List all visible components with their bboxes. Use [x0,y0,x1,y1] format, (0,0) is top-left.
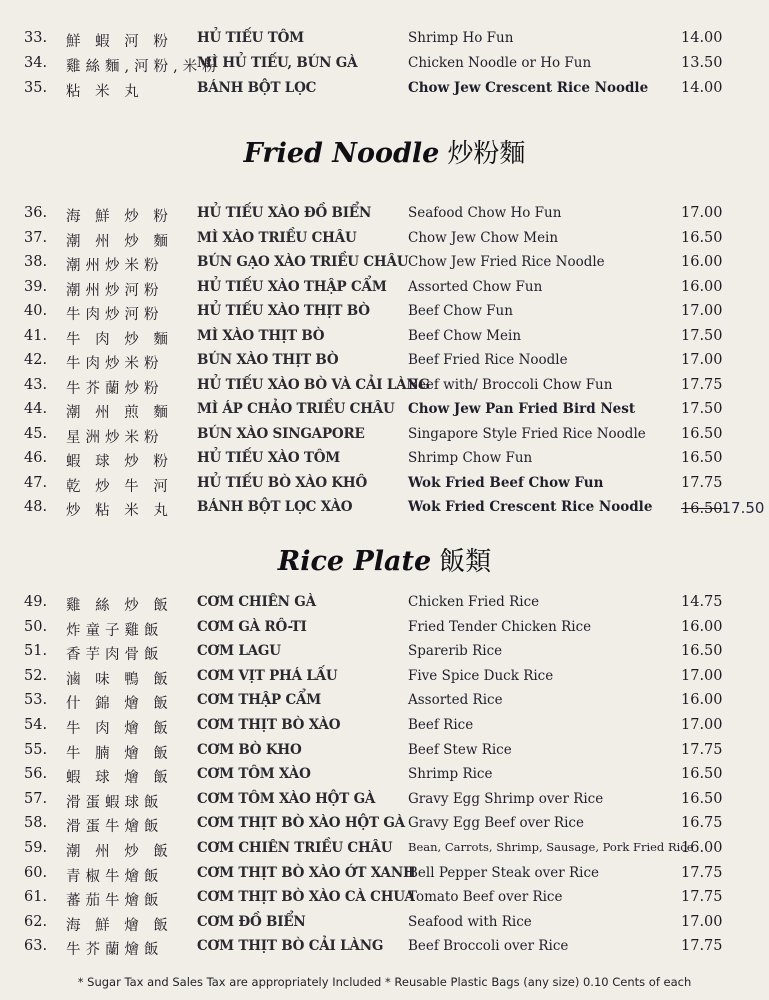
item-english-name: Beef Stew Rice [408,741,512,758]
item-price: 16.00 [681,618,723,635]
item-chinese-name: 潮 州 炒 麵 [66,233,173,250]
item-chinese-name: 滑蛋蝦球飯 [66,794,164,811]
item-number: 61. [24,889,48,906]
item-vietnamese-name: HỦ TIẾU XÀO BÒ VÀ CẢI LÀNG [197,376,430,393]
item-number: 45. [24,425,48,442]
item-price: 16.00 [681,278,723,295]
rice-plate-title-chinese: 飯類 [439,547,492,577]
item-english-name: Beef Chow Mein [408,327,522,344]
item-number: 57. [24,790,48,807]
old-price: 16.50 [681,501,723,517]
item-chinese-name: 牛芥蘭燴飯 [66,942,164,959]
item-chinese-name: 牛肉炒米粉 [66,356,164,372]
item-english-name: Singapore Style Fried Rice Noodle [408,425,646,442]
item-vietnamese-name: HỦ TIẾU TÔM [197,30,304,46]
item-chinese-name: 牛 肉 炒 麵 [66,331,173,348]
item-chinese-name: 牛 腩 燴 飯 [66,745,173,762]
item-chinese-name: 海 鮮 燴 飯 [66,917,173,934]
item-vietnamese-name: CƠM THỊT BÒ XÀO HỘT GÀ [197,815,405,832]
item-price: 17.75 [681,864,723,881]
item-number: 41. [24,327,48,344]
item-number: 59. [24,840,48,856]
item-english-name: Beef Fried Rice Noodle [408,352,568,368]
item-number: 47. [24,474,48,491]
item-english-name: Seafood with Rice [408,913,532,930]
item-price: 16.50 [681,229,723,246]
menu-item [0,401,769,423]
menu-item [0,475,769,497]
item-vietnamese-name: BÁNH BỘT LỌC XÀO [197,499,353,515]
item-chinese-name: 炒 粘 米 丸 [66,503,173,519]
item-english-name: Five Spice Duck Rice [408,667,554,684]
item-chinese-name: 乾 炒 牛 河 [66,478,173,495]
item-price: 17.00 [681,303,723,319]
footer-note: * Sugar Tax and Sales Tax are appropriately Included * Reusable Plastic Bags (any size) 0.10 Cents of each [77,975,692,989]
item-english-name: Sparerib Rice [408,643,503,660]
item-chinese-name: 什 錦 燴 飯 [66,696,173,713]
item-number: 54. [24,717,48,733]
item-chinese-name: 雞 絲 炒 飯 [66,598,173,614]
item-number: 51. [24,643,48,660]
menu-item [0,594,769,616]
item-chinese-name: 蝦 球 燴 飯 [66,770,173,787]
menu-item [0,279,769,301]
menu-item [0,938,769,960]
item-price: 16.50 [681,643,723,660]
item-price: 17.00 [681,352,723,368]
rice-plate-heading [0,541,769,578]
item-english-name: Beef Broccoli over Rice [408,938,569,955]
item-number: 36. [24,205,48,221]
item-chinese-name: 蕃茄牛燴飯 [66,893,164,910]
item-number: 43. [24,376,48,393]
rice-plate-title: Rice Plate [277,546,432,577]
menu-item [0,426,769,448]
menu-item [0,766,769,788]
item-vietnamese-name: BÚN XÀO THỊT BÒ [197,352,339,368]
item-number: 62. [24,913,48,930]
item-number: 44. [24,401,48,417]
item-price: 17.50 [681,327,723,344]
item-english-name: Beef Rice [408,717,474,733]
item-chinese-name: 星洲炒米粉 [66,429,164,446]
item-price: 17.50 [681,401,723,417]
item-chinese-name: 牛芥蘭炒粉 [66,380,164,397]
item-number: 39. [24,278,48,295]
item-price: 16.50 [681,425,723,442]
item-number: 42. [24,352,48,368]
menu-item [0,450,769,472]
menu-item [0,254,769,276]
item-english-name: Assorted Chow Fun [408,278,543,295]
item-vietnamese-name: CƠM LAGU [197,643,281,660]
item-english-name: Shrimp Chow Fun [408,450,533,466]
menu-item [0,889,769,911]
item-vietnamese-name: MÌ XÀO THỊT BÒ [197,327,325,344]
item-chinese-name: 鮮 蝦 河 粉 [66,34,173,50]
menu-item [0,865,769,887]
item-price: 14.75 [681,594,723,610]
menu-item-48 [0,499,769,521]
item-vietnamese-name: CƠM BÒ KHO [197,741,302,758]
menu-item [0,668,769,690]
fried-noodle-heading [0,133,769,170]
menu-item [0,815,769,837]
item-english-name: Beef Chow Fun [408,303,513,319]
item-english-name: Chow Jew Fried Rice Noodle [408,254,605,270]
item-number: 63. [24,938,48,955]
item-price: 14.00 [681,30,723,46]
item-number: 40. [24,303,48,319]
item-price: 17.75 [681,474,723,491]
item-english-name: Beef with/ Broccoli Chow Fun [408,376,613,393]
item-vietnamese-name: HỦ TIẾU XÀO THẬP CẨM [197,278,387,295]
item-vietnamese-name: HỦ TIẾU XÀO THỊT BÒ [197,303,370,319]
fried-noodle-title: Fried Noodle [243,138,440,169]
handwritten-new-price: 17.50 [721,499,765,517]
item-price: 16.00 [681,254,723,270]
item-vietnamese-name: CƠM CHIÊN GÀ [197,594,316,610]
menu-item [0,205,769,227]
item-price: 16.50 [681,450,723,466]
item-chinese-name: 牛 肉 燴 飯 [66,721,173,737]
item-english-name: Seafood Chow Ho Fun [408,205,562,221]
item-number: 48. [24,499,48,515]
item-number: 33. [24,30,48,46]
menu-item [0,55,769,77]
menu-item [0,840,769,862]
menu-item [0,377,769,399]
item-vietnamese-name: CƠM TÔM XÀO [197,766,311,783]
item-english-name: Bell Pepper Steak over Rice [408,864,600,881]
item-price: 16.50 [681,766,723,783]
item-number: 46. [24,450,48,466]
item-number: 60. [24,864,48,881]
item-english-name: Assorted Rice [408,692,503,709]
item-vietnamese-name: CƠM THỊT BÒ XÀO ỚT XANH [197,864,416,881]
item-price [681,499,764,517]
item-vietnamese-name: CƠM THỊT BÒ XÀO CÀ CHUA [197,889,415,906]
item-chinese-name: 潮 州 炒 飯 [66,844,173,860]
menu-item [0,914,769,936]
item-price: 17.00 [681,667,723,684]
item-chinese-name: 炸童子雞飯 [66,622,164,639]
item-vietnamese-name: CƠM THỊT BÒ CẢI LÀNG [197,938,384,955]
item-vietnamese-name: CƠM VỊT PHÁ LẤU [197,667,338,684]
item-vietnamese-name: CƠM THẬP CẨM [197,692,322,709]
item-chinese-name: 滷 味 鴨 飯 [66,671,173,688]
item-number: 53. [24,692,48,709]
item-number: 50. [24,618,48,635]
item-vietnamese-name: CƠM ĐỒ BIỂN [197,913,306,930]
item-english-name: Wok Fried Crescent Rice Noodle [408,499,653,515]
item-price: 16.00 [681,840,723,856]
item-chinese-name: 潮 州 煎 麵 [66,405,173,421]
fried-noodle-title-chinese: 炒粉麵 [447,139,526,169]
item-vietnamese-name: HỦ TIẾU XÀO ĐỒ BIỂN [197,205,372,221]
menu-item [0,230,769,252]
menu-item [0,619,769,641]
menu-item [0,303,769,325]
item-english-name: Wok Fried Beef Chow Fun [408,474,604,491]
item-chinese-name: 滑蛋牛燴飯 [66,819,164,836]
item-chinese-name: 海 鮮 炒 粉 [66,209,173,225]
item-price: 16.00 [681,692,723,709]
menu-item [0,717,769,739]
item-price: 17.00 [681,913,723,930]
menu-item [0,352,769,374]
item-vietnamese-name: CƠM CHIÊN TRIỀU CHÂU [197,840,393,856]
item-vietnamese-name: CƠM GÀ RÔ-TI [197,618,307,635]
item-vietnamese-name: BÁNH BỘT LỌC [197,80,317,96]
item-vietnamese-name: MÌ HỦ TIẾU, BÚN GÀ [197,55,358,71]
item-chinese-name: 潮州炒河粉 [66,282,164,299]
item-chinese-name: 青椒牛燴飯 [66,868,164,885]
item-english-name: Shrimp Rice [408,766,493,783]
item-price: 17.75 [681,938,723,955]
item-english-name: Bean, Carrots, Shrimp, Sausage, Pork Fried Rice [408,840,694,854]
item-number: 38. [24,254,48,270]
menu-item [0,80,769,102]
menu-item [0,328,769,350]
item-price: 16.50 [681,790,723,807]
item-english-name: Chow Jew Chow Mein [408,229,559,246]
item-vietnamese-name: BÚN GẠO XÀO TRIỀU CHÂU [197,254,409,270]
item-chinese-name: 潮州炒米粉 [66,258,164,274]
item-chinese-name: 蝦 球 炒 粉 [66,454,173,470]
item-price: 14.00 [681,80,723,96]
item-number: 55. [24,741,48,758]
menu-item [0,643,769,665]
item-price: 17.00 [681,717,723,733]
menu-item [0,30,769,52]
item-vietnamese-name: CƠM THỊT BÒ XÀO [197,717,341,733]
item-vietnamese-name: BÚN XÀO SINGAPORE [197,425,365,442]
item-english-name: Shrimp Ho Fun [408,30,514,46]
item-vietnamese-name: HỦ TIẾU XÀO TÔM [197,450,341,466]
item-chinese-name: 牛肉炒河粉 [66,307,164,323]
item-chinese-name: 雞絲麵,河粉,米粉 [66,59,222,75]
item-number: 49. [24,594,48,610]
item-vietnamese-name: CƠM TÔM XÀO HỘT GÀ [197,790,376,807]
item-number: 58. [24,815,48,832]
item-number: 34. [24,55,48,71]
item-english-name: Chow Jew Pan Fried Bird Nest [408,401,636,417]
item-chinese-name: 粘 米 丸 [66,84,144,100]
item-price: 17.75 [681,741,723,758]
item-price: 17.00 [681,205,723,221]
item-price: 13.50 [681,55,723,71]
item-price: 17.75 [681,889,723,906]
item-english-name: Fried Tender Chicken Rice [408,618,592,635]
menu-item [0,742,769,764]
item-vietnamese-name: MÌ ÁP CHẢO TRIỀU CHÂU [197,401,395,417]
item-english-name: Chicken Noodle or Ho Fun [408,55,592,71]
item-vietnamese-name: HỦ TIẾU BÒ XÀO KHÔ [197,474,368,491]
menu-item [0,791,769,813]
item-english-name: Chow Jew Crescent Rice Noodle [408,80,649,96]
menu-item [0,692,769,714]
item-english-name: Gravy Egg Shrimp over Rice [408,790,604,807]
item-english-name: Gravy Egg Beef over Rice [408,815,584,832]
item-number: 56. [24,766,48,783]
item-vietnamese-name: MÌ XÀO TRIỀU CHÂU [197,229,357,246]
item-number: 35. [24,80,48,96]
item-price: 16.75 [681,815,723,832]
item-number: 52. [24,667,48,684]
item-english-name: Tomato Beef over Rice [408,889,563,906]
item-chinese-name: 香芋肉骨飯 [66,647,164,664]
item-number: 37. [24,229,48,246]
item-price: 17.75 [681,376,723,393]
item-english-name: Chicken Fried Rice [408,594,540,610]
